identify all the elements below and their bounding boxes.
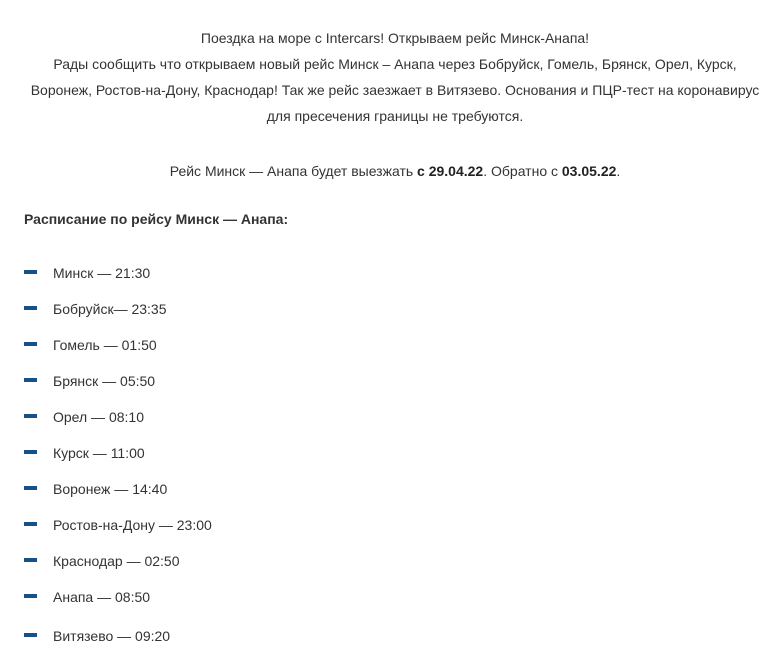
route-dates: [0, 160, 777, 182]
list-item: [24, 406, 212, 442]
list-item: [24, 370, 212, 406]
stop-label: Минск — 21:30: [53, 265, 151, 281]
intro-block: [0, 25, 777, 129]
dash-bullet-icon: [24, 450, 37, 454]
stop-label: Ростов-на-Дону — 23:00: [53, 517, 212, 533]
stop-label: Воронеж — 14:40: [53, 481, 168, 497]
list-item: [24, 625, 212, 661]
schedule-list: [24, 262, 212, 661]
stop-label: Бобруйск— 23:35: [53, 301, 167, 317]
list-item: [24, 298, 212, 334]
dash-bullet-icon: [24, 486, 37, 490]
intro-headline: Поездка на море с Intercars! Открываем рейс Минск-Анапа!: [200, 30, 590, 46]
stop-label: Краснодар — 02:50: [53, 553, 180, 569]
dash-bullet-icon: [24, 306, 37, 310]
stop-label: Гомель — 01:50: [53, 337, 157, 353]
schedule-title: Расписание по рейсу Минск — Анапа:: [24, 211, 289, 227]
stop-label: Брянск — 05:50: [53, 373, 156, 389]
intro-text-line: Воронеж, Ростов-на-Дону, Краснодар! Так же рейс заезжает в Витязево. Основания и ПЦР-тест на коронавирус: [30, 82, 760, 98]
list-item: [24, 262, 212, 298]
intro-text-line: Рады сообщить что открываем новый рейс Минск – Анапа через Бобруйск, Гомель, Брянск, Орел, Курск,: [53, 56, 737, 72]
list-item: [24, 442, 212, 478]
list-item: [24, 514, 212, 550]
stop-label: Анапа — 08:50: [53, 589, 151, 605]
stop-label: Орел — 08:10: [53, 409, 144, 425]
dash-bullet-icon: [24, 378, 37, 382]
dash-bullet-icon: [24, 558, 37, 562]
dash-bullet-icon: [24, 270, 37, 274]
dash-bullet-icon: [24, 633, 37, 637]
dash-bullet-icon: [24, 594, 37, 598]
departure-date: с 29.04.22: [417, 163, 484, 179]
stop-label: Витязево — 09:20: [53, 628, 171, 644]
dates-middle: . Обратно с: [483, 163, 562, 179]
dates-suffix: .: [616, 163, 621, 179]
list-item: [24, 550, 212, 586]
list-item: [24, 334, 212, 370]
dash-bullet-icon: [24, 342, 37, 346]
list-item: [24, 586, 212, 622]
dash-bullet-icon: [24, 522, 37, 526]
list-item: [24, 478, 212, 514]
intro-text-line: для пресечения границы не требуются.: [266, 108, 524, 124]
return-date: 03.05.22: [561, 163, 617, 179]
dash-bullet-icon: [24, 414, 37, 418]
stop-label: Курск — 11:00: [53, 445, 145, 461]
dates-prefix: Рейс Минск — Анапа будет выезжать: [169, 163, 418, 179]
